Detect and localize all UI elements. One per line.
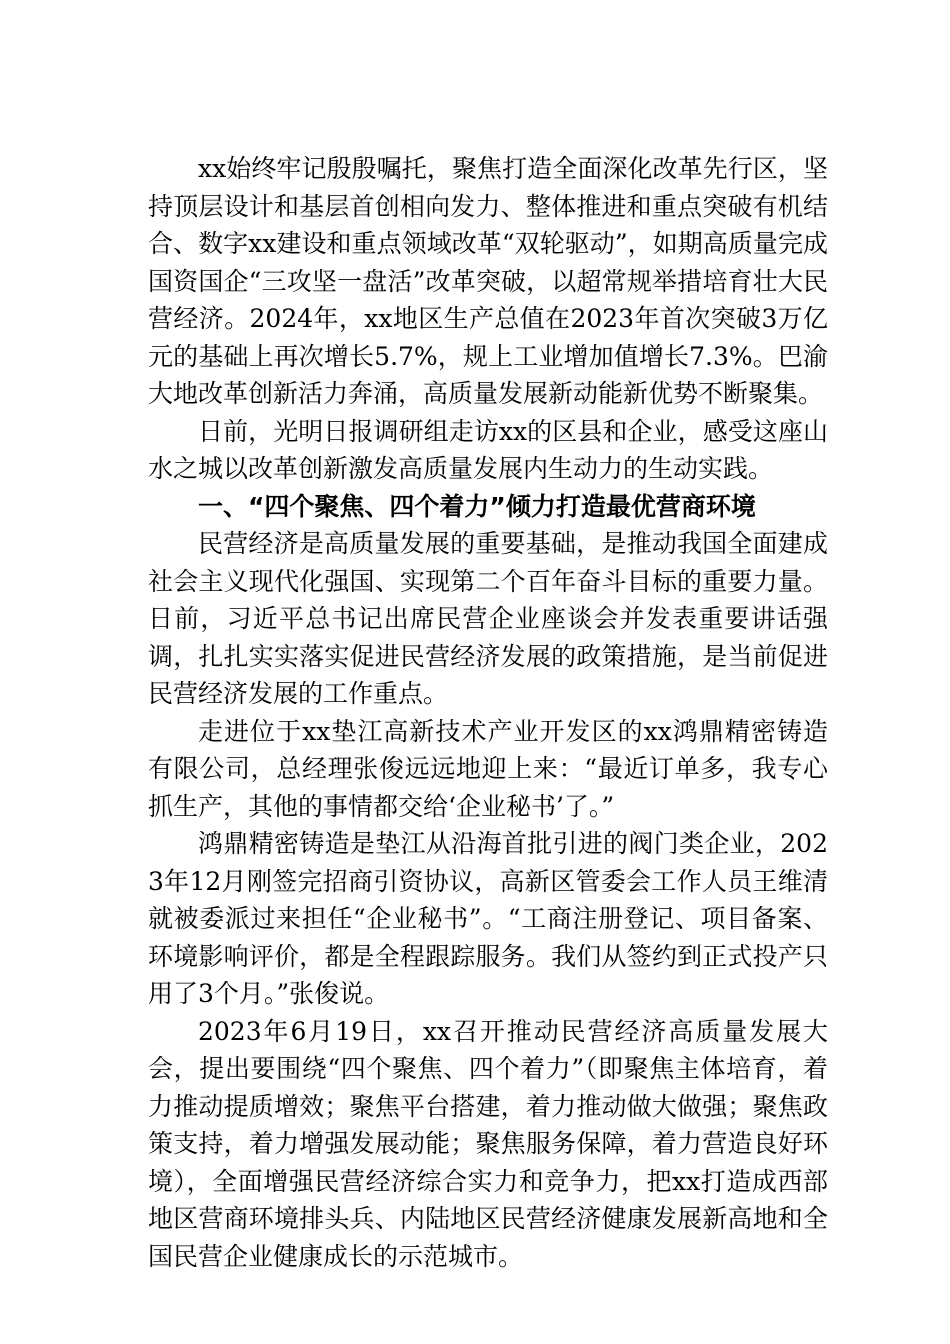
paragraph-conference: 2023年6月19日，xx召开推动民营经济高质量发展大会，提出要围绕“四个聚焦、四个着力”（即聚焦主体培育，着力推动提质增效；聚焦平台搭建，着力推动做大做强；聚焦政策支持，着力增强发展动能；聚焦服务保障，着力营造良好环境），全面增强民营经济综合实力和竞争力，把xx打造成西部地区营商环境排头兵、内陆地区民营经济健康发展新高地和全国民营企业健康成长的示范城市。	[148, 1016, 828, 1271]
paragraph-private-economy: 民营经济是高质量发展的重要基础，是推动我国全面建成社会主义现代化强国、实现第二个百年奋斗目标的重要力量。日前，习近平总书记出席民营企业座谈会并发表重要讲话强调，扎扎实实落实促进民营经济发展的政策措施，是当前促进民营经济发展的工作重点。	[148, 529, 828, 708]
document-body	[148, 150, 828, 1275]
paragraph-intro: xx始终牢记殷殷嘱托，聚焦打造全面深化改革先行区，坚持顶层设计和基层首创相向发力、整体推进和重点突破有机结合、数字xx建设和重点领域改革“双轮驱动”，如期高质量完成国资国企“三攻坚一盘活”改革突破，以超常规举措培育壮大民营经济。2024年，xx地区生产总值在2023年首次突破3万亿元的基础上再次增长5.7%，规上工业增加值增长7.3%。巴渝大地改革创新活力奔涌，高质量发展新动能新优势不断聚集。	[148, 154, 828, 408]
section-heading: 一、“四个聚焦、四个着力”倾力打造最优营商环境	[198, 491, 756, 521]
paragraph-survey: 日前，光明日报调研组走访xx的区县和企业，感受这座山水之城以改革创新激发高质量发展内生动力的生动实践。	[148, 416, 828, 483]
paragraph-company-visit: 走进位于xx垫江高新技术产业开发区的xx鸿鼎精密铸造有限公司，总经理张俊远远地迎上来：“最近订单多，我专心抓生产，其他的事情都交给‘企业秘书’了。”	[148, 716, 828, 821]
paragraph-enterprise-secretary: 鸿鼎精密铸造是垫江从沿海首批引进的阀门类企业，2023年12月刚签完招商引资协议，高新区管委会工作人员王维清就被委派过来担任“企业秘书”。“工商注册登记、项目备案、环境影响评价，都是全程跟踪服务。我们从签约到正式投产只用了3个月。”张俊说。	[148, 829, 828, 1008]
